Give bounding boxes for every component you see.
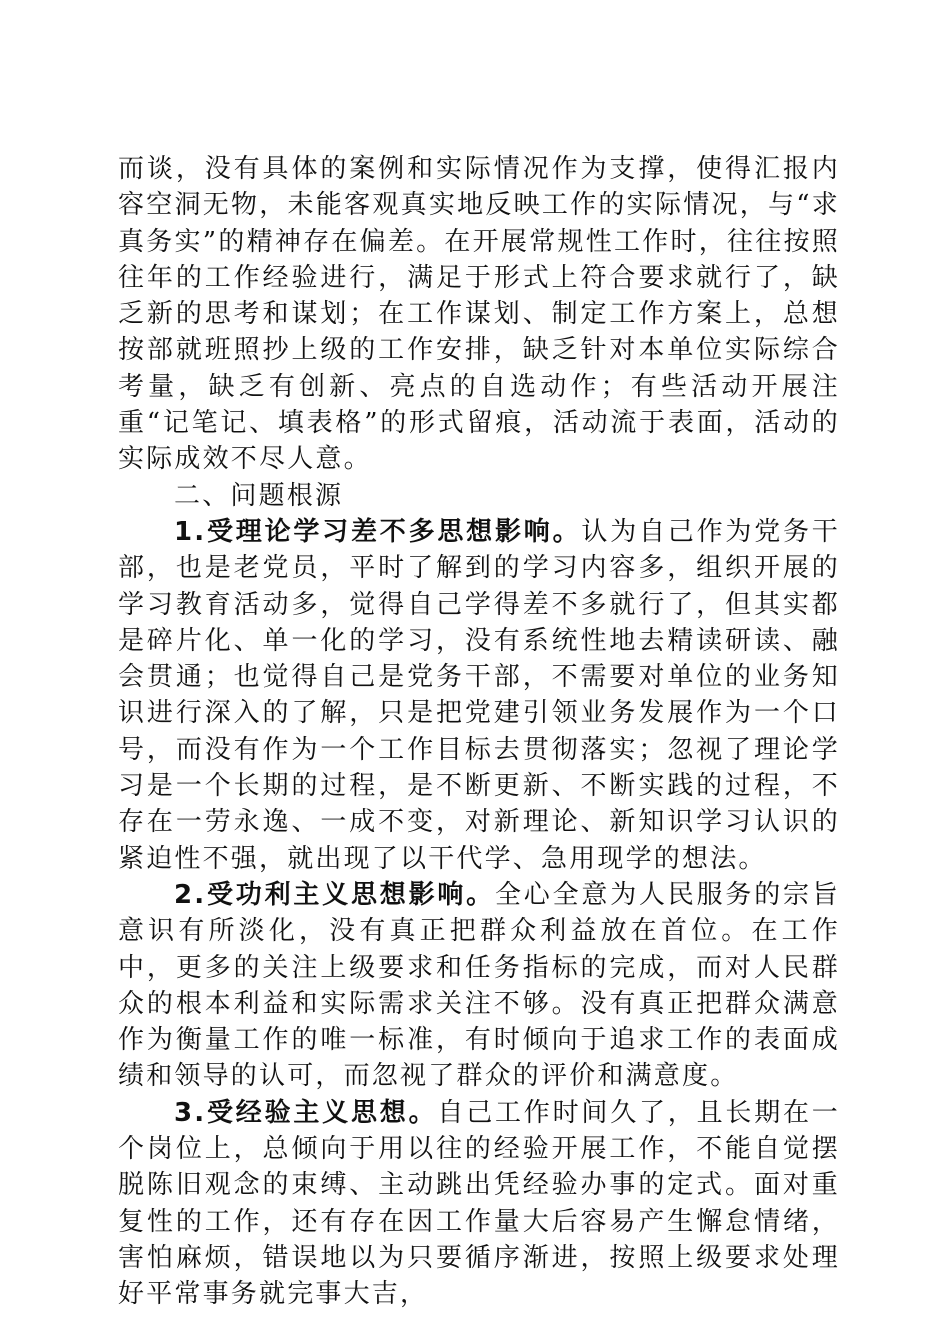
item-body-1: 认为自己作为党务干部，也是老党员，平时了解到的学习内容多，组织开展的学习教育活动多，觉得自己学得差不多就行了，但其实都是碎片化、单一化的学习，没有系统性地去精读研读、融会贯通；也觉得自己是党务干部，不需要对单位的业务知识进行深入的了解，只是把党建引领业务发展作为一个口号，而没有作为一个工作目标去贯彻落实；忽视了理论学习是一个长期的过程，是不断更新、不断实践的过程，不存在一劳永逸、一成不变，对新理论、新知识学习认识的紧迫性不强，就出现了以干代学、急用现学的想法。: [118, 516, 840, 874]
item-paragraph-3: [118, 1095, 840, 1313]
section-heading: 二、问题根源: [174, 480, 344, 511]
item-body-2: 全心全意为人民服务的宗旨意识有所淡化，没有真正把群众利益放在首位。在工作中，更多的关注上级要求和任务指标的完成，而对人民群众的根本利益和实际需求关注不够。没有真正把群众满意作为衡量工作的唯一标准，有时倾向于追求工作的表面成绩和领导的认可，而忽视了群众的评价和满意度。: [118, 879, 840, 1092]
document-body: [118, 151, 840, 1313]
item-lead-1: 1.受理论学习差不多思想影响。: [174, 516, 582, 547]
item-paragraph-2: [118, 877, 840, 1095]
item-lead-2: 2.受功利主义思想影响。: [174, 879, 495, 910]
continuation-paragraph: 而谈，没有具体的案例和实际情况作为支撑，使得汇报内容空洞无物，未能客观真实地反映工作的实际情况，与“求真务实”的精神存在偏差。在开展常规性工作时，往往按照往年的工作经验进行，满足于形式上符合要求就行了，缺乏新的思考和谋划；在工作谋划、制定工作方案上，总想按部就班照抄上级的工作安排，缺乏针对本单位实际综合考量，缺乏有创新、亮点的自选动作；有些活动开展注重“记笔记、填表格”的形式留痕，活动流于表面，活动的实际成效不尽人意。: [118, 154, 840, 475]
item-paragraph-1: [118, 514, 840, 877]
item-lead-3: 3.受经验主义思想。: [174, 1097, 438, 1128]
item-body-3: 自己工作时间久了，且长期在一个岗位上，总倾向于用以往的经验开展工作，不能自觉摆脱陈旧观念的束缚、主动跳出凭经验办事的定式。面对重复性的工作，还有存在因工作量大后容易产生懈怠情绪，害怕麻烦，错误地以为只要循序渐进，按照上级要求处理好平常事务就完事大吉，: [118, 1097, 841, 1310]
